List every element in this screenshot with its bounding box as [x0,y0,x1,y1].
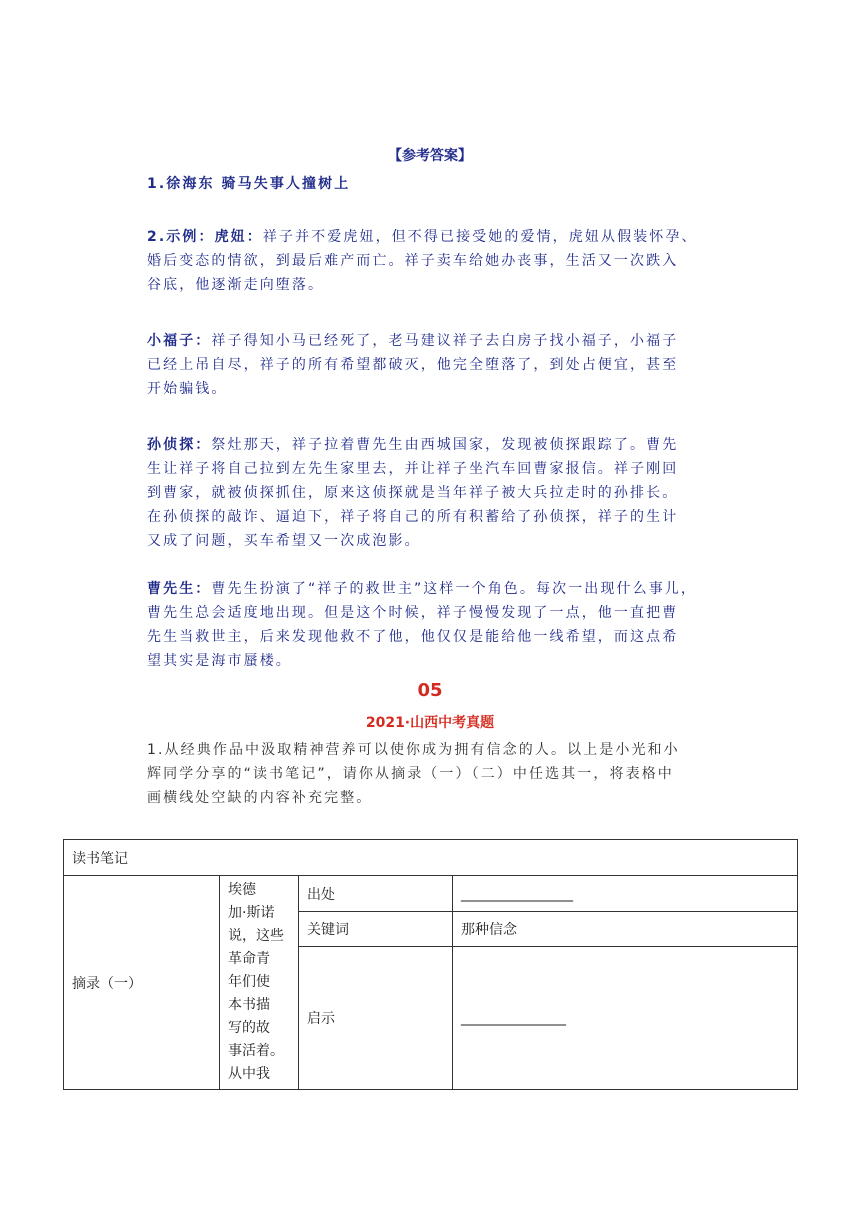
character-name: 虎妞： [214,229,263,245]
section-number: 05 [417,680,443,701]
insight-label: 启示 [299,947,453,1090]
excerpt-line: 革命青 [228,951,270,967]
answer-1: 1.徐海东 骑马失事人撞树上 [147,176,351,192]
table-row [64,876,798,912]
answers-heading: 【参考答案】 [388,148,472,164]
answer-line: 先生当救世主，后来发现他救不了他，他仅仅是能给他一线希望，而这点希 [147,629,679,645]
answer-line: 生让祥子将自己拉到左先生家里去，并让祥子坐汽车回曹家报信。祥子刚回 [147,461,679,477]
answer-line: 开始骗钱。 [147,381,228,397]
character-name: 小福子： [147,333,212,349]
answer-line: 已经上吊自尽，祥子的所有希望都破灭，他完全堕落了，到处占便宜，甚至 [147,357,679,373]
reading-notes-table [63,839,798,1090]
excerpt-line: 埃德 [228,882,256,898]
answer-line: 曹先生扮演了“祥子的救世主”这样一个角色。每次一出现什么事儿， [211,581,698,597]
answer-line: 祥子并不爱虎妞，但不得已接受她的爱情，虎妞从假装怀孕、 [262,229,698,245]
excerpt-line: 从中我 [228,1066,270,1082]
excerpt-line: 事活着。 [228,1043,284,1059]
answer-sun-detective [147,433,713,553]
source-label: 出处 [299,876,453,912]
excerpt-line: 加·斯诺 [228,905,275,921]
question-line: 画横线处空缺的内容补充完整。 [147,790,373,806]
answer-line: 曹先生总会适度地出现。但是这个时候，祥子慢慢发现了一点，他一直把曹 [147,605,679,621]
answer-line: 又成了问题，买车希望又一次成泡影。 [147,533,421,549]
answer-2-prefix: 2.示例： [147,229,215,245]
answer-mr-cao [147,577,713,673]
keyword-value: 那种信念 [453,912,798,947]
question-line: 1.从经典作品中汲取精神营养可以使你成为拥有信念的人。以上是小光和小 [147,742,680,758]
answer-line: 望其实是海市蜃楼。 [147,653,292,669]
section-title: 2021·山西中考真题 [365,715,495,731]
excerpt-line: 本书描 [228,997,270,1013]
excerpt-text [220,876,299,1090]
excerpt-line: 年们使 [228,974,270,990]
answer-xiaofuzi [147,329,713,401]
table-title: 读书笔记 [64,840,798,876]
question-line: 辉同学分享的“读书笔记”，请你从摘录（一）（二）中任选其一，将表格中 [147,766,674,782]
answer-line: 谷底，他逐渐走向堕落。 [147,277,325,293]
answer-line: 祥子得知小马已经死了，老马建议祥子去白房子找小福子，小福子 [211,333,679,349]
insight-blank[interactable]: _______________ [453,947,798,1090]
excerpt-line: 说，这些 [228,928,284,944]
source-blank[interactable]: ________________ [453,876,798,912]
answer-line: 祭灶那天，祥子拉着曹先生由西城国家，发现被侦探跟踪了。曹先 [211,437,679,453]
answer-line: 婚后变态的情欲，到最后难产而亡。祥子卖车给她办丧事，生活又一次跌入 [147,253,679,269]
character-name: 孙侦探： [147,437,212,453]
keyword-label: 关键词 [299,912,453,947]
question-text [147,738,713,810]
excerpt-label: 摘录（一） [64,876,220,1090]
answer-line: 到曹家，就被侦探抓住，原来这侦探就是当年祥子被大兵拉走时的孙排长。 [147,485,679,501]
table-title-row [64,840,798,876]
answer-2-huniu [147,225,713,297]
character-name: 曹先生： [147,581,212,597]
excerpt-line: 写的故 [228,1020,270,1036]
answer-line: 在孙侦探的敲诈、逼迫下，祥子将自己的所有积蓄给了孙侦探，祥子的生计 [147,509,679,525]
